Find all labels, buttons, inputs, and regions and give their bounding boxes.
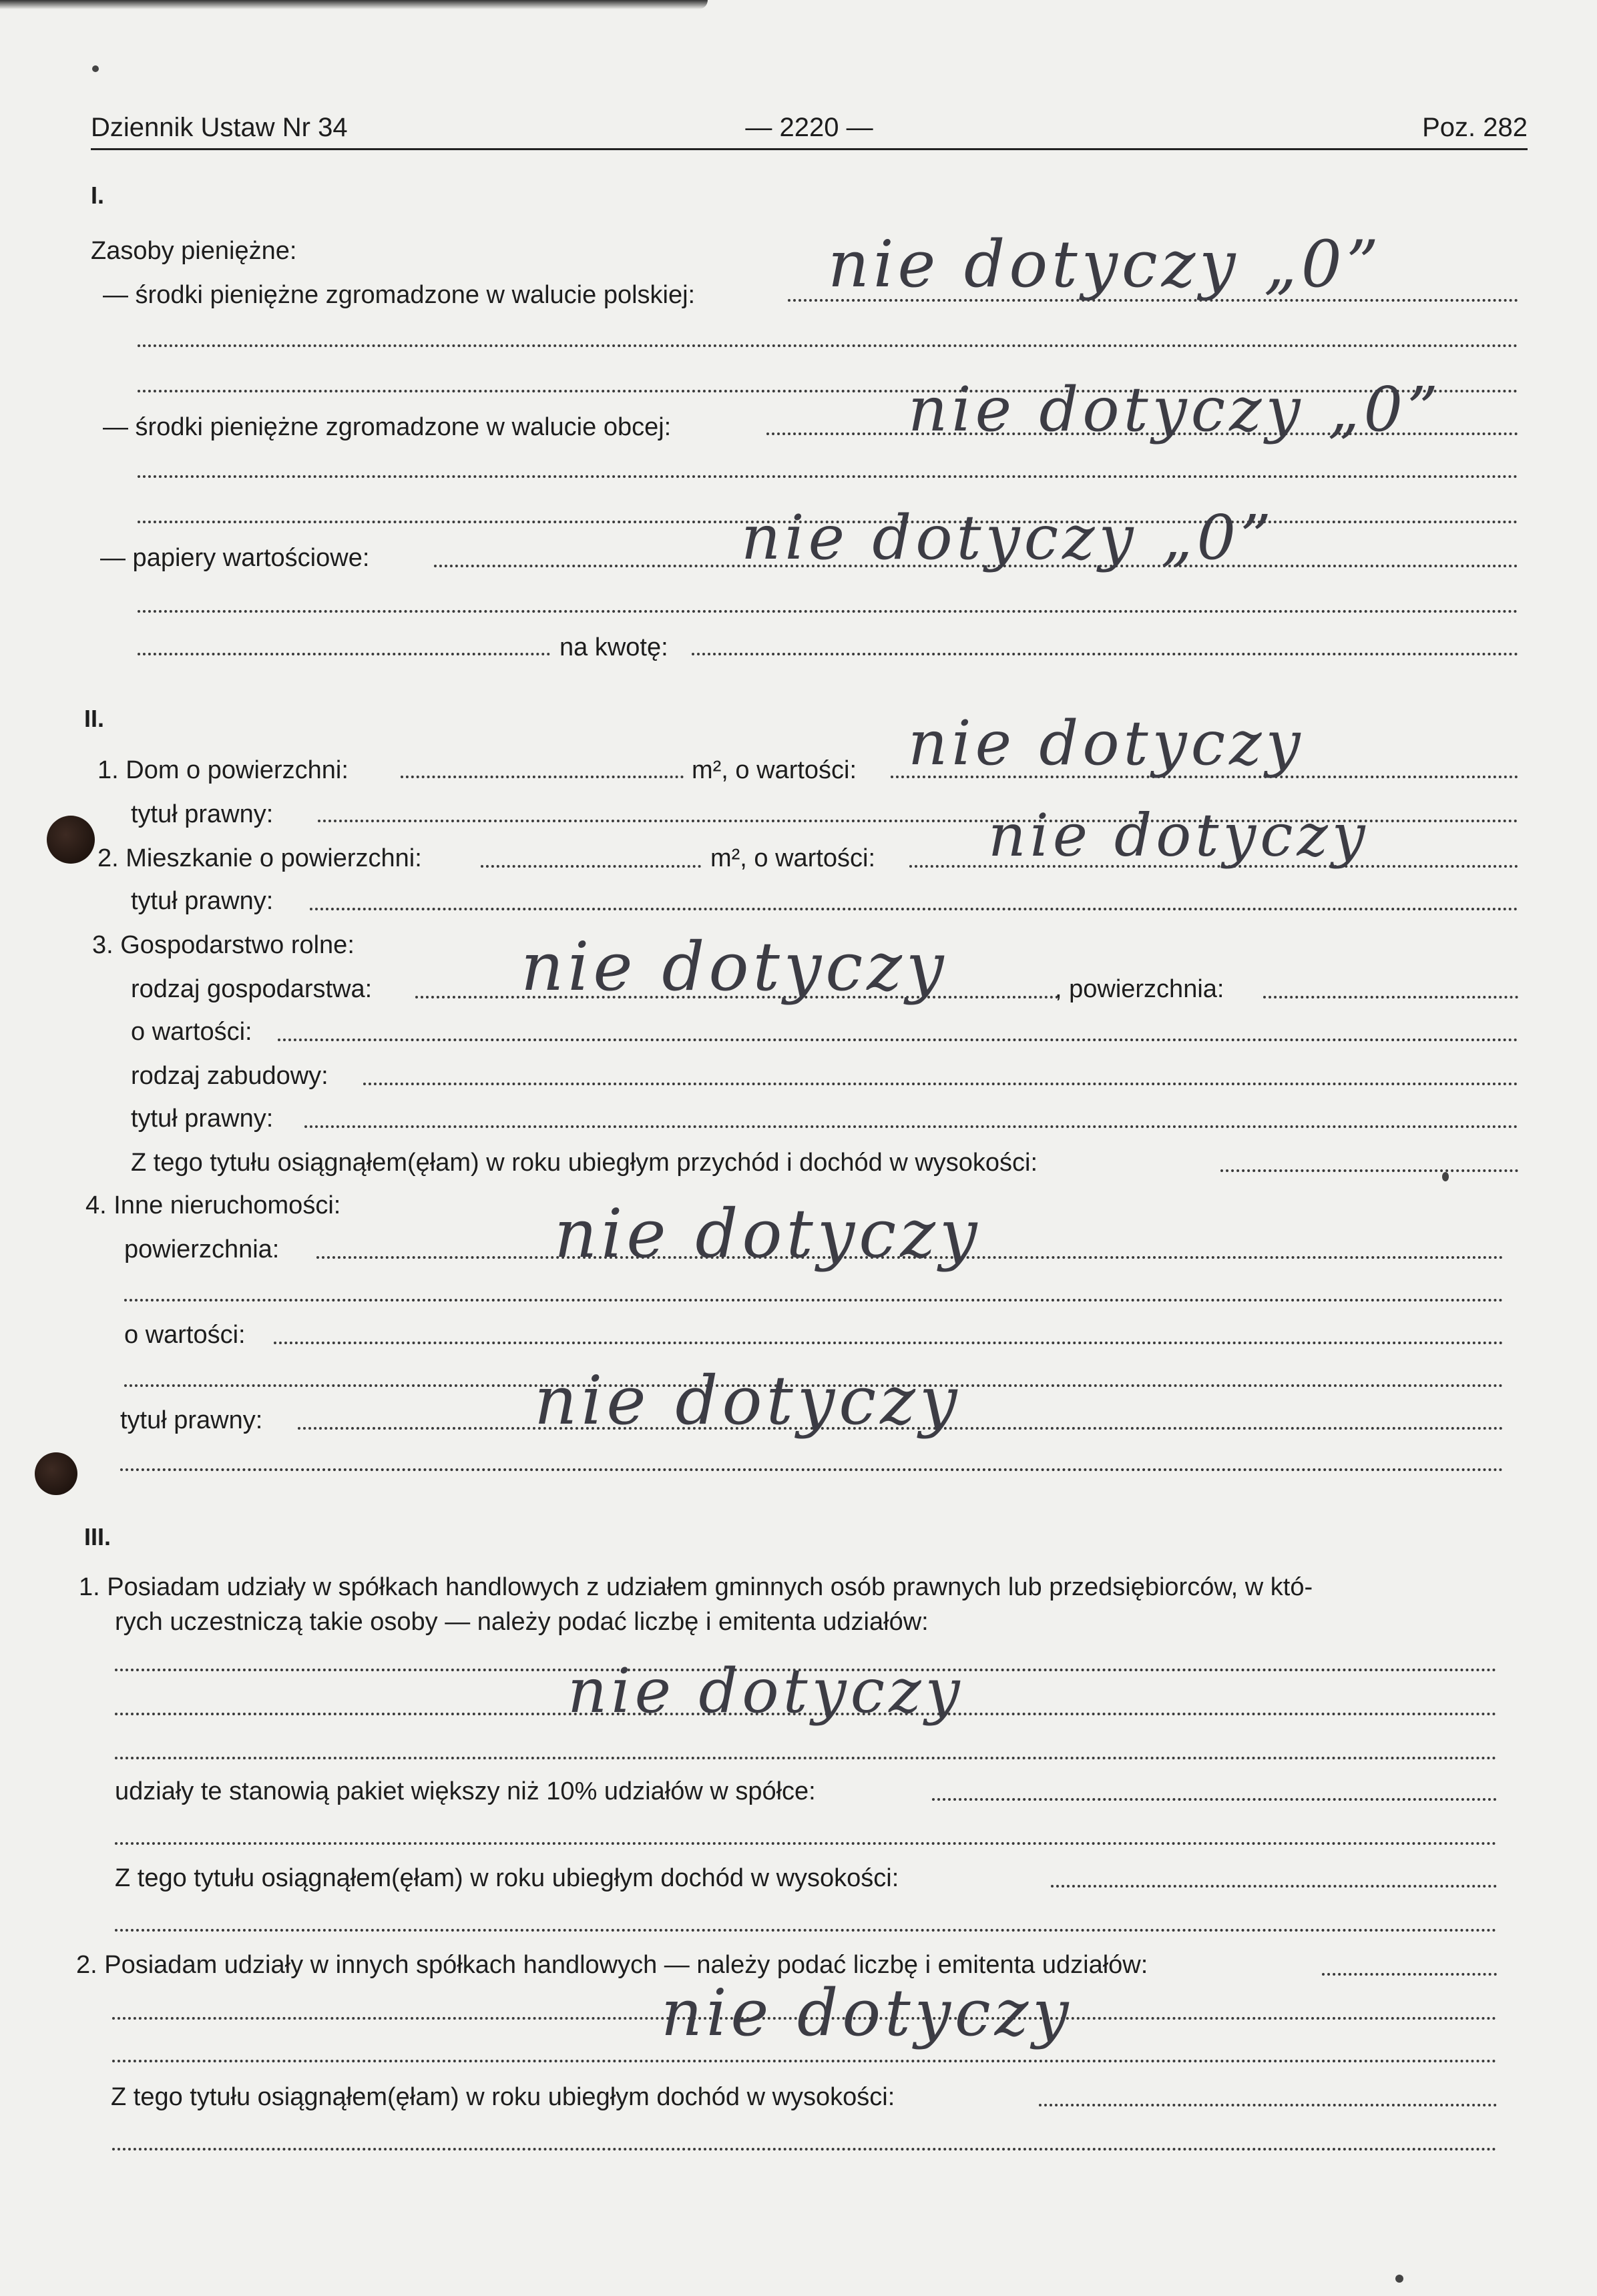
other-title-line-2	[120, 1468, 1504, 1471]
farm-buildings-label: rodzaj zabudowy:	[131, 1062, 328, 1090]
position-number: Poz. 282	[1422, 113, 1528, 142]
house-area-line	[401, 776, 684, 778]
flat-answer: nie dotyczy	[988, 801, 1369, 870]
farm-income-line	[1220, 1169, 1518, 1172]
amount-line-left	[138, 653, 550, 655]
other-area-line-2	[124, 1299, 1504, 1302]
fx-answer: nie dotyczy „0”	[908, 374, 1443, 445]
fx-line-2	[138, 475, 1518, 478]
other-title-answer: nie dotyczy	[534, 1362, 961, 1440]
amount-label: na kwotę:	[559, 633, 668, 661]
other-shares-income-line	[1039, 2104, 1497, 2106]
farm-title-label: tytuł prawny:	[131, 1105, 274, 1133]
farm-value-label: o wartości:	[131, 1018, 252, 1046]
binder-hole-top	[47, 816, 95, 864]
flat-title-line	[310, 908, 1518, 910]
other-shares-line	[1322, 1973, 1497, 1976]
flat-area-line	[481, 865, 701, 868]
flat-value-label: m², o wartości:	[710, 844, 876, 872]
other-shares-income-line-2	[112, 2148, 1497, 2150]
shares-line-3	[115, 1757, 1497, 1759]
page-number: — 2220 —	[745, 113, 873, 142]
scan-speck	[1395, 2275, 1403, 2283]
other-shares-answer: nie dotyczy	[661, 1976, 1073, 2050]
section-2-title: II.	[84, 705, 105, 732]
other-value-line	[274, 1342, 1504, 1344]
pln-answer: nie dotyczy „0”	[828, 227, 1383, 302]
section-3-title: III.	[84, 1523, 111, 1550]
other-answer: nie dotyczy	[554, 1195, 981, 1273]
farm-value-line	[278, 1039, 1518, 1041]
other-area-label: powierzchnia:	[124, 1235, 280, 1263]
securities-line-2	[138, 610, 1518, 613]
cash-heading: Zasoby pieniężne:	[91, 237, 297, 265]
stake-line-2	[115, 1842, 1497, 1845]
securities-label: — papiery wartościowe:	[100, 544, 370, 572]
stake-line	[932, 1798, 1497, 1801]
binder-hole-bottom	[35, 1452, 77, 1495]
scan-speck	[92, 65, 99, 72]
farm-area-line	[1263, 996, 1518, 998]
journal-title: Dziennik Ustaw Nr 34	[91, 113, 348, 142]
shares-label-line-1: 1. Posiadam udziały w spółkach handlowych z udziałem gminnych osób prawnych lub przedsiębiorców, w któ-	[79, 1573, 1313, 1601]
scan-speck	[1442, 1172, 1449, 1181]
farm-type-label: rodzaj gospodarstwa:	[131, 975, 373, 1003]
other-value-label: o wartości:	[124, 1321, 246, 1349]
farm-area-label: , powierzchnia:	[1055, 975, 1224, 1003]
flat-title-label: tytuł prawny:	[131, 887, 274, 915]
pln-label: — środki pieniężne zgromadzone w walucie polskiej:	[103, 281, 696, 309]
other-shares-line-3	[112, 2060, 1497, 2062]
other-shares-label: 2. Posiadam udziały w innych spółkach handlowych — należy podać liczbę i emitenta udziałów:	[76, 1951, 1148, 1979]
securities-answer: nie dotyczy „0”	[741, 502, 1276, 573]
flat-label: 2. Mieszkanie o powierzchni:	[97, 844, 422, 872]
shares-income-line-2	[115, 1929, 1497, 1932]
house-label: 1. Dom o powierzchni:	[97, 756, 349, 784]
other-title-label: tytuł prawny:	[120, 1406, 263, 1434]
pln-line-2	[138, 344, 1518, 347]
stake-label: udziały te stanowią pakiet większy niż 10% udziałów w spółce:	[115, 1777, 816, 1805]
amount-line	[692, 653, 1518, 655]
shares-answer: nie dotyczy	[567, 1655, 964, 1727]
fx-label: — środki pieniężne zgromadzone w walucie obcej:	[103, 413, 672, 441]
house-title-label: tytuł prawny:	[131, 800, 274, 828]
shares-income-line	[1051, 1885, 1497, 1888]
shares-income-label: Z tego tytułu osiągnąłem(ęłam) w roku ubiegłym dochód w wysokości:	[115, 1864, 899, 1892]
other-property-label: 4. Inne nieruchomości:	[85, 1191, 341, 1219]
house-value-label: m², o wartości:	[692, 756, 857, 784]
farm-income-label: Z tego tytułu osiągnąłem(ęłam) w roku ubiegłym przychód i dochód w wysokości:	[131, 1149, 1038, 1177]
page-header	[91, 107, 1528, 150]
house-answer: nie dotyczy	[908, 707, 1305, 779]
farm-answer: nie dotyczy	[521, 928, 948, 1006]
farm-buildings-line	[363, 1083, 1518, 1085]
scan-edge-shadow	[0, 0, 708, 9]
other-shares-income-label: Z tego tytułu osiągnąłem(ęłam) w roku ubiegłym dochód w wysokości:	[111, 2083, 895, 2111]
section-1-title: I.	[91, 182, 105, 209]
shares-label-line-2: rych uczestniczą takie osoby — należy podać liczbę i emitenta udziałów:	[115, 1608, 929, 1636]
farm-title-line	[304, 1125, 1518, 1128]
farm-label: 3. Gospodarstwo rolne:	[92, 931, 355, 959]
